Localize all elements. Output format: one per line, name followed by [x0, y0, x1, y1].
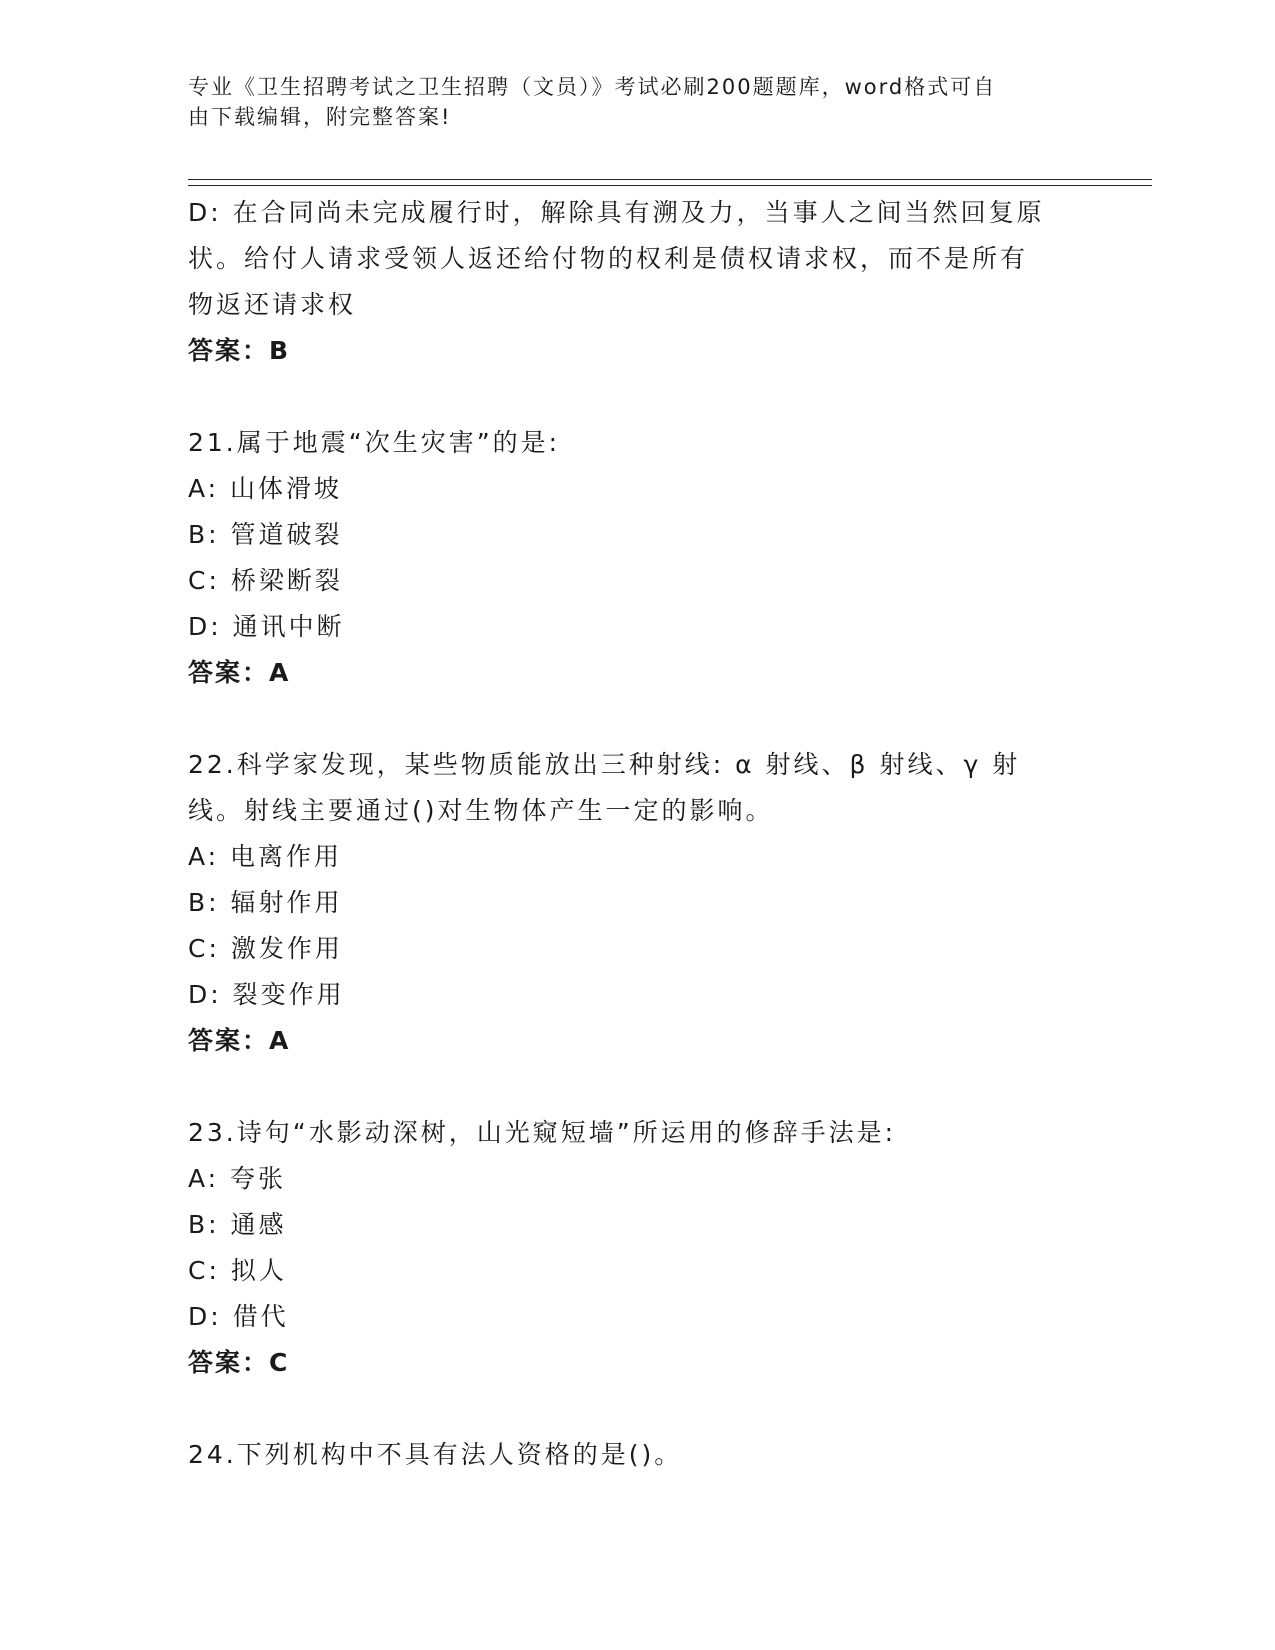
question-24	[188, 1432, 1088, 1478]
question-23	[188, 1110, 1088, 1386]
option-a: A: 山体滑坡	[188, 474, 343, 503]
question-21	[188, 420, 1088, 696]
option-d: D: 通讯中断	[188, 612, 345, 641]
option-c: C: 桥梁断裂	[188, 566, 343, 595]
question-stem: 线。射线主要通过()对生物体产生一定的影响。	[188, 796, 774, 825]
header-divider-bottom	[188, 185, 1152, 186]
header-line-1: 专业《卫生招聘考试之卫生招聘（文员）》考试必刷200题题库，word格式可自	[188, 75, 997, 99]
option-a: A: 电离作用	[188, 842, 343, 871]
option-b: B: 管道破裂	[188, 520, 343, 549]
answer-line: 答案：B	[188, 336, 291, 365]
question-22	[188, 742, 1088, 1064]
question-stem: 23.诗句“水影动深树，山光窥短墙”所运用的修辞手法是:	[188, 1118, 897, 1147]
explanation-line: 状。给付人请求受领人返还给付物的权利是债权请求权，而不是所有	[188, 244, 1029, 273]
question-stem: 24.下列机构中不具有法人资格的是()。	[188, 1440, 683, 1469]
explanation-line: D: 在合同尚未完成履行时，解除具有溯及力，当事人之间当然回复原	[188, 198, 1045, 227]
option-c: C: 激发作用	[188, 934, 343, 963]
answer-line: 答案：C	[188, 1348, 290, 1377]
previous-question-tail	[188, 190, 1088, 374]
option-a: A: 夸张	[188, 1164, 287, 1193]
question-stem: 21.属于地震“次生灾害”的是:	[188, 428, 561, 457]
option-b: B: 辐射作用	[188, 888, 343, 917]
option-c: C: 拟人	[188, 1256, 287, 1285]
answer-line: 答案：A	[188, 658, 291, 687]
document-header	[188, 72, 1068, 132]
document-body	[188, 190, 1088, 1478]
answer-line: 答案：A	[188, 1026, 291, 1055]
option-d: D: 借代	[188, 1302, 289, 1331]
header-line-2: 由下载编辑，附完整答案!	[188, 105, 452, 129]
option-d: D: 裂变作用	[188, 980, 345, 1009]
question-stem: 22.科学家发现，某些物质能放出三种射线: α 射线、β 射线、γ 射	[188, 750, 1021, 779]
explanation-line: 物返还请求权	[188, 290, 357, 319]
header-divider-top	[188, 179, 1152, 180]
option-b: B: 通感	[188, 1210, 287, 1239]
